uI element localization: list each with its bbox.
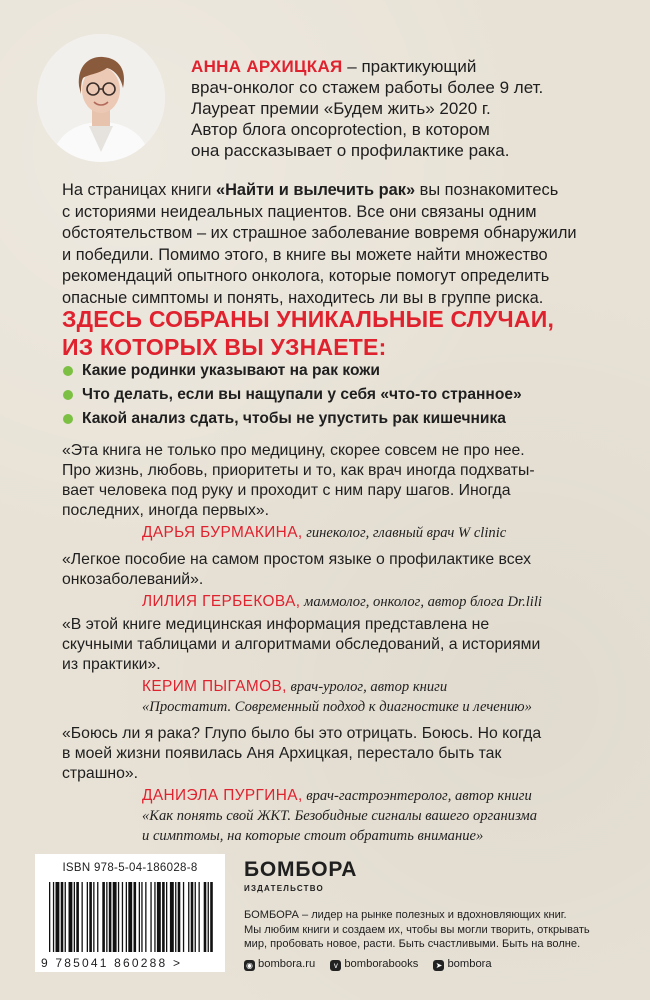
barcode-bar (139, 882, 140, 952)
quote-signature (62, 523, 632, 543)
section-headline (62, 305, 622, 361)
publisher-line: Мы любим книги и создаем их, чтобы вы могли творить, открывать (244, 923, 590, 936)
barcode-digits: 9 785041 860288 > (41, 956, 183, 970)
quote-signature (62, 786, 632, 806)
list-item-text: Какие родинки указывают на рак кожи (82, 362, 380, 379)
quote-line: Про жизнь, любовь, приоритеты и то, как врач иногда подхваты- (62, 462, 535, 479)
social-link-vk[interactable] (330, 958, 418, 971)
social-label: bombora.ru (258, 958, 316, 970)
quote-signature-book (62, 806, 632, 826)
publisher-socials (244, 958, 624, 974)
barcode-bar (204, 882, 207, 952)
bullet-dot-icon (63, 414, 73, 424)
quote-line: в моей жизни появилась Аня Архицкая, перестало быть так (62, 745, 502, 762)
headline-line: ЗДЕСЬ СОБРАНЫ УНИКАЛЬНЫЕ СЛУЧАИ, (62, 306, 555, 332)
publisher-line: мир, пробовать новое, расти. Быть счастливыми. Быть на волне. (244, 938, 581, 950)
review-quote (62, 550, 632, 612)
barcode-bar (69, 882, 73, 952)
barcode-bar (49, 882, 50, 952)
barcode-bar (109, 882, 112, 952)
publisher-line: БОМБОРА – лидер на рынке полезных и вдохновляющих книг. (244, 909, 567, 921)
social-link-telegram[interactable] (433, 958, 491, 971)
barcode-bar (53, 882, 54, 952)
reviewer-name: ДАРЬЯ БУРМАКИНА, (142, 524, 303, 541)
quote-line: страшно». (62, 765, 139, 782)
globe-icon: ◉ (244, 960, 255, 971)
quote-line: «В этой книге медицинская информация представлена не (62, 616, 490, 633)
quote-signature (62, 677, 632, 697)
author-bio-line: врач-онколог со стажем работы более 9 лет. (191, 78, 544, 97)
barcode-bar (61, 882, 64, 952)
barcode-bar (113, 882, 117, 952)
barcode-panel (35, 854, 225, 972)
telegram-icon: ➤ (433, 960, 444, 971)
review-quote (62, 441, 632, 543)
barcode-bar (106, 882, 107, 952)
reviewer-role: врач-уролог, автор книги (286, 679, 448, 695)
barcode-bar (150, 882, 151, 952)
headline-line: ИЗ КОТОРЫХ ВЫ УЗНАЕТЕ: (62, 334, 387, 360)
barcode-bar (97, 882, 98, 952)
topics-list (62, 361, 622, 433)
author-name: АННА АРХИЦКАЯ (191, 57, 343, 76)
quote-line: онкозаболеваний». (62, 571, 204, 588)
reviewer-role: врач-гастроэнтеролог, автор книги (302, 788, 532, 804)
barcode-bar (145, 882, 146, 952)
barcode-bar (210, 882, 213, 952)
reviewer-book-title: и симптомы, на которые стоит обратить внимание» (142, 828, 484, 844)
reviewer-name: ЛИЛИЯ ГЕРБЕКОВА, (142, 593, 301, 610)
list-item (62, 409, 622, 433)
list-item-text: Что делать, если вы нащупали у себя «что-то странное» (82, 386, 522, 403)
description-line: рекомендаций опытного онколога, которые помогут определить (62, 267, 550, 286)
reviewer-role: маммолог, онколог, автор блога Dr.lili (300, 594, 542, 610)
author-bio-line: Автор блога oncoprotection, в котором (191, 120, 490, 139)
description-line: опасные симптомы и понять, находитесь ли вы в группе риска. (62, 288, 544, 307)
list-item-text: Какой анализ сдать, чтобы не упустить рак кишечника (82, 410, 506, 427)
barcode-bar (134, 882, 137, 952)
description-line: и победили. Помимо этого, в книге вы можете найти множество (62, 245, 548, 264)
reviewer-name: КЕРИМ ПЫГАМОВ, (142, 678, 287, 695)
barcode-bar (89, 882, 92, 952)
barcode-bar (162, 882, 165, 952)
quote-signature (62, 592, 632, 612)
review-quote (62, 615, 632, 717)
description-text: вы познакомитесь (415, 181, 559, 199)
quote-line: «Легкое пособие на самом простом языке о профилактике всех (62, 551, 531, 568)
review-quote (62, 724, 632, 846)
quote-line: из практики». (62, 656, 161, 673)
barcode-bar (65, 882, 66, 952)
vk-icon: v (330, 960, 341, 971)
author-photo (37, 34, 165, 162)
author-portrait-icon (37, 34, 165, 162)
author-bio-line: Лауреат премии «Будем жить» 2020 г. (191, 99, 491, 118)
barcode-bar (118, 882, 119, 952)
barcode-bar (199, 882, 200, 952)
barcode-bar (122, 882, 123, 952)
barcode-bar (56, 882, 60, 952)
list-item (62, 361, 622, 385)
barcode-bar (183, 882, 184, 952)
barcode-bar (170, 882, 174, 952)
barcode-bar (195, 882, 196, 952)
quote-line: вает человека под руку и проходит с ним пару шагов. Иногда (62, 482, 511, 499)
barcode-bar (141, 882, 142, 952)
book-title: «Найти и вылечить рак» (215, 181, 416, 199)
author-bio (191, 56, 611, 161)
publisher-subtitle: ИЗДАТЕЛЬСТВО (244, 884, 324, 893)
description-text: На страницах книги (62, 181, 216, 199)
book-description (62, 180, 622, 310)
author-bio-line: – практикующий (342, 57, 477, 76)
barcode-bar (178, 882, 181, 952)
barcode-bar (157, 882, 161, 952)
reviewer-book-title: «Простатит. Современный подход к диагностике и лечению» (142, 699, 532, 715)
barcode-bar (93, 882, 94, 952)
reviewer-name: ДАНИЭЛА ПУРГИНА, (142, 787, 303, 804)
barcode-bar (76, 882, 79, 952)
barcode-bar (82, 882, 83, 952)
barcode-bar (87, 882, 88, 952)
barcode-bar (208, 882, 209, 952)
barcode-bar (74, 882, 75, 952)
publisher-logo: БОМБОРА (244, 858, 358, 881)
quote-line: «Эта книга не только про медицину, скорее совсем не про нее. (62, 442, 525, 459)
bullet-dot-icon (63, 390, 73, 400)
barcode-bar (128, 882, 132, 952)
description-line: обстоятельством – их страшное заболевание вовремя обнаружили (62, 224, 577, 243)
bullet-dot-icon (63, 366, 73, 376)
social-label: bomborabooks (344, 958, 419, 970)
barcode-bar (102, 882, 105, 952)
list-item (62, 385, 622, 409)
author-bio-line: она рассказывает о профилактике рака. (191, 141, 510, 160)
quote-line: «Боюсь ли я рака? Глупо было бы это отрицать. Боюсь. Но когда (62, 725, 542, 742)
reviewer-role: гинеколог, главный врач W clinic (302, 525, 507, 541)
quote-line: скучными таблицами и алгоритмами обследований, а историями (62, 636, 541, 653)
publisher-description (244, 908, 624, 952)
quote-line: последних, иногда первых». (62, 502, 270, 519)
social-label: bombora (447, 958, 492, 970)
reviewer-book-title: «Как понять свой ЖКТ. Безобидные сигналы вашего организма (142, 808, 538, 824)
barcode-bar (154, 882, 155, 952)
barcode-bar (126, 882, 127, 952)
description-line: с историями неидеальных пациентов. Все они связаны одним (62, 202, 537, 221)
barcode-bar (175, 882, 176, 952)
barcode-bar (191, 882, 194, 952)
barcode-bar (166, 882, 167, 952)
quote-signature-book (62, 697, 632, 717)
barcode-bar (188, 882, 189, 952)
isbn-number: ISBN 978-5-04-186028-8 (62, 862, 198, 874)
quote-signature-book (62, 826, 632, 846)
social-link-site[interactable] (244, 958, 315, 971)
